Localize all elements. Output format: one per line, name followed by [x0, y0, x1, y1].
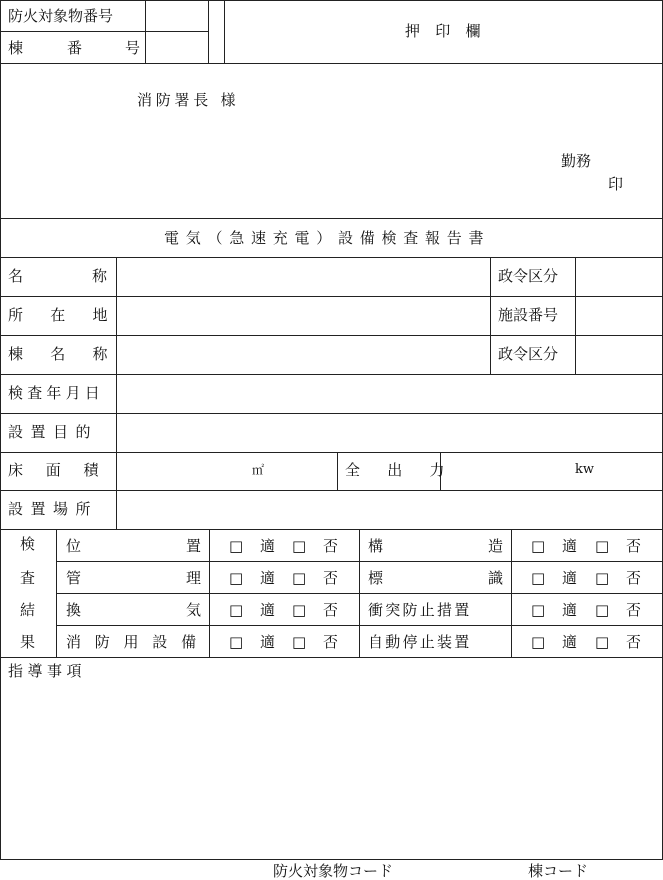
signage-ng-checkbox[interactable]: □: [595, 569, 610, 587]
ok-label: 適: [562, 633, 578, 651]
ng-label: 否: [323, 633, 339, 651]
ventilation-ng-checkbox[interactable]: □: [292, 601, 307, 619]
total-output-field[interactable]: [441, 453, 662, 490]
structure-ng-checkbox[interactable]: □: [595, 537, 610, 555]
ok-label: 適: [562, 537, 578, 555]
inspection-date-field[interactable]: [117, 375, 662, 413]
position-ok-checkbox[interactable]: □: [229, 537, 244, 555]
fire-object-number-label: 防火対象物番号: [8, 7, 114, 25]
location-label: 所 在 地: [8, 306, 119, 324]
result-item-collision-prevention: 衝突防止措置: [368, 601, 472, 619]
install-place-label: 設置場所: [8, 500, 99, 518]
ng-label: 否: [626, 633, 642, 651]
result-item-auto-stop: 自動停止装置: [368, 633, 472, 651]
structure-ok-checkbox[interactable]: □: [531, 537, 546, 555]
management-ng-checkbox[interactable]: □: [292, 569, 307, 587]
gov-district-field-1[interactable]: [576, 258, 662, 296]
purpose-label: 設置目的: [8, 423, 99, 441]
gov-district-field-2[interactable]: [576, 336, 662, 374]
floor-area-unit: ㎡: [252, 463, 265, 477]
ng-label: 否: [323, 569, 339, 587]
ng-label: 否: [323, 537, 339, 555]
ok-label: 適: [260, 633, 276, 651]
form-title: 電気（急速充電）設備検査報告書: [164, 229, 491, 247]
ok-label: 適: [260, 569, 276, 587]
ventilation-ok-checkbox[interactable]: □: [229, 601, 244, 619]
floor-area-label: 床 面 積: [8, 461, 108, 479]
fire-equipment-ok-checkbox[interactable]: □: [229, 633, 244, 651]
facility-number-label: 施設番号: [498, 306, 559, 324]
auto-stop-ok-checkbox[interactable]: □: [531, 633, 546, 651]
result-item-fire-equipment: 消 防 用 設 備: [66, 633, 201, 651]
guidance-label: 指導事項: [8, 662, 87, 680]
total-output-unit: kw: [575, 462, 595, 477]
total-output-label: 全 出 力: [345, 461, 456, 479]
ng-label: 否: [323, 601, 339, 619]
ng-label: 否: [626, 537, 642, 555]
ng-label: 否: [626, 601, 642, 619]
ok-label: 適: [260, 537, 276, 555]
building-number-field[interactable]: [146, 32, 208, 63]
fire-equipment-ng-checkbox[interactable]: □: [292, 633, 307, 651]
ok-label: 適: [260, 601, 276, 619]
ng-label: 否: [626, 569, 642, 587]
management-ok-checkbox[interactable]: □: [229, 569, 244, 587]
chief-addressee: 消防署長 様: [137, 91, 240, 109]
gov-district-label-1: 政令区分: [498, 267, 559, 285]
seal-mark: 印: [608, 175, 624, 193]
building-name-label: 棟 名 称: [8, 345, 119, 363]
location-field[interactable]: [117, 297, 489, 335]
install-place-field[interactable]: [117, 491, 662, 529]
fire-object-code-label: 防火対象物コード: [273, 862, 394, 880]
ok-label: 適: [562, 569, 578, 587]
fire-object-number-field[interactable]: [146, 1, 208, 31]
collision-prevention-ng-checkbox[interactable]: □: [595, 601, 610, 619]
building-name-field[interactable]: [117, 336, 489, 374]
floor-area-field[interactable]: [117, 453, 336, 490]
ok-label: 適: [562, 601, 578, 619]
signage-ok-checkbox[interactable]: □: [531, 569, 546, 587]
collision-prevention-ok-checkbox[interactable]: □: [531, 601, 546, 619]
staff-label: 勤務: [561, 152, 592, 170]
purpose-field[interactable]: [117, 414, 662, 452]
gov-district-label-2: 政令区分: [498, 345, 559, 363]
building-code-label: 棟コード: [528, 862, 589, 880]
position-ng-checkbox[interactable]: □: [292, 537, 307, 555]
auto-stop-ng-checkbox[interactable]: □: [595, 633, 610, 651]
facility-number-field[interactable]: [576, 297, 662, 335]
guidance-field[interactable]: [1, 684, 662, 859]
name-field[interactable]: [117, 258, 489, 296]
inspection-date-label: 検査年月日: [8, 384, 105, 402]
seal-column-label: 押 印 欄: [405, 22, 486, 40]
seal-column-area[interactable]: [225, 1, 662, 63]
